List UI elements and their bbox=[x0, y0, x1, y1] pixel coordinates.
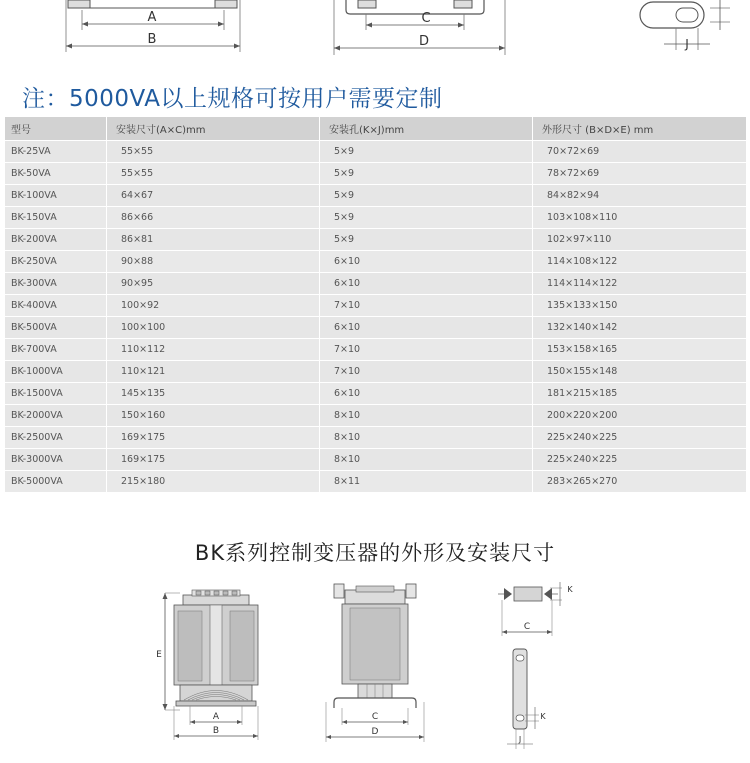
cell-mount-size: 86×66 bbox=[107, 207, 320, 229]
cell-mount-hole: 5×9 bbox=[320, 141, 533, 163]
cell-outline-size: 135×133×150 bbox=[533, 295, 747, 317]
cell-mount-size: 100×92 bbox=[107, 295, 320, 317]
cell-mount-size: 150×160 bbox=[107, 405, 320, 427]
cell-mount-hole: 6×10 bbox=[320, 383, 533, 405]
cell-model: BK-25VA bbox=[5, 141, 107, 163]
dim-label-c: C bbox=[523, 622, 531, 632]
cell-mount-size: 55×55 bbox=[107, 163, 320, 185]
cell-mount-hole: 8×10 bbox=[320, 405, 533, 427]
cell-model: BK-50VA bbox=[5, 163, 107, 185]
cell-mount-hole: 5×9 bbox=[320, 185, 533, 207]
dim-label-b: B bbox=[147, 32, 157, 47]
cell-mount-size: 215×180 bbox=[107, 471, 320, 493]
cell-outline-size: 132×140×142 bbox=[533, 317, 747, 339]
table-row bbox=[5, 295, 747, 317]
cell-model: BK-100VA bbox=[5, 185, 107, 207]
cell-outline-size: 200×220×200 bbox=[533, 405, 747, 427]
custom-spec-note: 注：5000VA以上规格可按用户需要定制 bbox=[22, 86, 443, 112]
dim-label-b: B bbox=[212, 726, 220, 736]
cell-outline-size: 283×265×270 bbox=[533, 471, 747, 493]
cell-outline-size: 114×114×122 bbox=[533, 273, 747, 295]
table-row bbox=[5, 405, 747, 427]
dim-label-a: A bbox=[147, 10, 157, 25]
cell-outline-size: 84×82×94 bbox=[533, 185, 747, 207]
col-header-model: 型号 bbox=[5, 117, 107, 141]
cell-outline-size: 150×155×148 bbox=[533, 361, 747, 383]
cell-outline-size: 78×72×69 bbox=[533, 163, 747, 185]
front-view-diagram bbox=[150, 585, 280, 745]
cell-model: BK-5000VA bbox=[5, 471, 107, 493]
table-row bbox=[5, 273, 747, 295]
cell-model: BK-2500VA bbox=[5, 427, 107, 449]
cell-model: BK-400VA bbox=[5, 295, 107, 317]
top-diagram-middle bbox=[320, 0, 520, 60]
cell-outline-size: 103×108×110 bbox=[533, 207, 747, 229]
dim-label-j: J bbox=[685, 37, 689, 51]
cell-mount-size: 90×95 bbox=[107, 273, 320, 295]
cell-mount-hole: 5×9 bbox=[320, 163, 533, 185]
cell-mount-hole: 6×10 bbox=[320, 273, 533, 295]
cell-model: BK-300VA bbox=[5, 273, 107, 295]
cell-mount-size: 110×112 bbox=[107, 339, 320, 361]
cell-outline-size: 225×240×225 bbox=[533, 427, 747, 449]
cell-mount-size: 55×55 bbox=[107, 141, 320, 163]
table-row bbox=[5, 427, 747, 449]
spec-table bbox=[4, 116, 747, 493]
cell-mount-size: 86×81 bbox=[107, 229, 320, 251]
dim-label-c: C bbox=[371, 712, 379, 722]
cell-model: BK-150VA bbox=[5, 207, 107, 229]
col-header-mount-size: 安装尺寸(A×C)mm bbox=[107, 117, 320, 141]
cell-mount-hole: 7×10 bbox=[320, 361, 533, 383]
cell-model: BK-2000VA bbox=[5, 405, 107, 427]
cell-mount-hole: 7×10 bbox=[320, 295, 533, 317]
dim-label-c: C bbox=[421, 11, 431, 26]
dim-label-e: E bbox=[156, 650, 162, 660]
table-row bbox=[5, 317, 747, 339]
table-row bbox=[5, 251, 747, 273]
cell-mount-hole: 8×10 bbox=[320, 427, 533, 449]
dim-label-a: A bbox=[212, 712, 220, 722]
cell-outline-size: 181×215×185 bbox=[533, 383, 747, 405]
table-row bbox=[5, 339, 747, 361]
dim-label-d: D bbox=[418, 34, 430, 49]
cell-model: BK-3000VA bbox=[5, 449, 107, 471]
cell-mount-hole: 5×9 bbox=[320, 207, 533, 229]
table-row bbox=[5, 207, 747, 229]
top-diagram-right bbox=[630, 0, 740, 60]
table-row bbox=[5, 383, 747, 405]
cell-model: BK-1500VA bbox=[5, 383, 107, 405]
dim-label-k: K bbox=[567, 585, 573, 594]
side-view-diagram bbox=[320, 580, 430, 745]
cell-mount-hole: 8×11 bbox=[320, 471, 533, 493]
cell-mount-size: 169×175 bbox=[107, 427, 320, 449]
cell-mount-size: 64×67 bbox=[107, 185, 320, 207]
table-row bbox=[5, 141, 747, 163]
col-header-outline-size: 外形尺寸 (B×D×E) mm bbox=[533, 117, 747, 141]
cell-model: BK-200VA bbox=[5, 229, 107, 251]
mount-top-view-diagram bbox=[490, 580, 580, 640]
dim-label-j: J bbox=[518, 735, 522, 744]
section-title: BK系列控制变压器的外形及安装尺寸 bbox=[194, 541, 556, 565]
cell-mount-hole: 8×10 bbox=[320, 449, 533, 471]
cell-model: BK-1000VA bbox=[5, 361, 107, 383]
cell-mount-hole: 5×9 bbox=[320, 229, 533, 251]
col-header-mount-hole: 安装孔(K×J)mm bbox=[320, 117, 533, 141]
table-row bbox=[5, 229, 747, 251]
table-row bbox=[5, 163, 747, 185]
table-row bbox=[5, 185, 747, 207]
cell-mount-size: 90×88 bbox=[107, 251, 320, 273]
table-header-row bbox=[5, 117, 747, 141]
cell-outline-size: 70×72×69 bbox=[533, 141, 747, 163]
table-row bbox=[5, 449, 747, 471]
bracket-diagram bbox=[495, 645, 565, 755]
cell-mount-size: 145×135 bbox=[107, 383, 320, 405]
cell-mount-hole: 7×10 bbox=[320, 339, 533, 361]
dim-label-d: D bbox=[371, 727, 379, 737]
cell-model: BK-250VA bbox=[5, 251, 107, 273]
cell-model: BK-500VA bbox=[5, 317, 107, 339]
dim-label-k: K bbox=[540, 712, 546, 721]
cell-outline-size: 225×240×225 bbox=[533, 449, 747, 471]
cell-mount-size: 110×121 bbox=[107, 361, 320, 383]
table-row bbox=[5, 471, 747, 493]
table-row bbox=[5, 361, 747, 383]
cell-model: BK-700VA bbox=[5, 339, 107, 361]
cell-mount-hole: 6×10 bbox=[320, 317, 533, 339]
top-diagram-left bbox=[0, 0, 260, 60]
cell-outline-size: 114×108×122 bbox=[533, 251, 747, 273]
cell-outline-size: 102×97×110 bbox=[533, 229, 747, 251]
cell-mount-hole: 6×10 bbox=[320, 251, 533, 273]
cell-mount-size: 100×100 bbox=[107, 317, 320, 339]
cell-mount-size: 169×175 bbox=[107, 449, 320, 471]
cell-outline-size: 153×158×165 bbox=[533, 339, 747, 361]
